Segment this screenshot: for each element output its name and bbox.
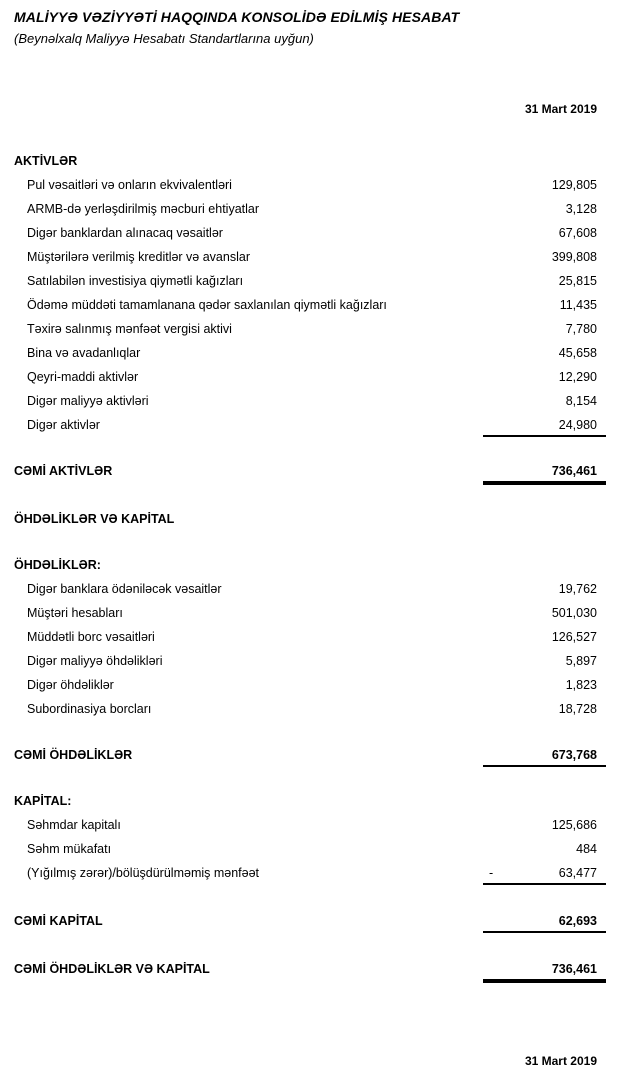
item-label: Təxirə salınmış mənfəət vergisi aktivi bbox=[27, 322, 232, 336]
report-subtitle: (Beynəlxalq Maliyyə Hesabatı Standartlarına uyğun) bbox=[14, 31, 314, 46]
item-label: Digər maliyyə öhdəlikləri bbox=[27, 654, 163, 668]
liability-line-item bbox=[14, 649, 606, 673]
item-value: 484 bbox=[576, 842, 597, 856]
footer-period: 31 Mart 2019 bbox=[524, 1054, 597, 1068]
asset-line-item bbox=[14, 221, 606, 245]
item-value: 399,808 bbox=[551, 250, 597, 264]
asset-line-item bbox=[14, 389, 606, 413]
item-label: Digər banklardan alınacaq vəsaitlər bbox=[27, 226, 223, 240]
item-label: Digər aktivlər bbox=[27, 418, 100, 432]
item-value: 125,686 bbox=[551, 818, 597, 832]
assets-heading: AKTİVLƏR bbox=[14, 154, 78, 168]
item-label: (Yığılmış zərər)/bölüşdürülməmiş mənfəət bbox=[27, 866, 260, 880]
liability-line-item bbox=[14, 577, 606, 601]
item-label: Səhm mükafatı bbox=[27, 842, 112, 856]
asset-line-item bbox=[14, 365, 606, 389]
item-label: Digər öhdəliklər bbox=[27, 678, 114, 692]
equity-heading: KAPİTAL: bbox=[14, 794, 72, 808]
asset-line-item bbox=[14, 245, 606, 269]
item-value: 1,823 bbox=[565, 678, 597, 692]
equity-line-item bbox=[14, 813, 606, 837]
item-value: 126,527 bbox=[551, 630, 597, 644]
total-value: 673,768 bbox=[483, 743, 606, 767]
item-value-group bbox=[483, 861, 606, 885]
liabilities-total-row bbox=[14, 743, 606, 767]
item-label: Subordinasiya borcları bbox=[27, 702, 152, 716]
item-label: Müştəri hesabları bbox=[27, 606, 123, 620]
item-value: 18,728 bbox=[558, 702, 597, 716]
liabilities-heading-row bbox=[14, 553, 606, 577]
total-value: 736,461 bbox=[483, 459, 606, 483]
item-label: Ödəmə müddəti tamamlanana qədər saxlanılan qiymətli kağızları bbox=[27, 298, 387, 312]
item-value: 12,290 bbox=[558, 370, 597, 384]
assets-total-row bbox=[14, 459, 606, 483]
item-label: Bina və avadanlıqlar bbox=[27, 346, 141, 360]
equity-line-item bbox=[14, 861, 606, 885]
item-value: 7,780 bbox=[565, 322, 597, 336]
item-label: Qeyri-maddi aktivlər bbox=[27, 370, 139, 384]
item-label: Satılabilən investisiya qiymətli kağızları bbox=[27, 274, 244, 288]
item-value: 24,980 bbox=[483, 413, 606, 437]
asset-line-item bbox=[14, 269, 606, 293]
assets-heading-row bbox=[14, 149, 606, 173]
liability-line-item bbox=[14, 697, 606, 721]
item-label: Müddətli borc vəsaitləri bbox=[27, 630, 155, 644]
item-label: Pul vəsaitləri və onların ekvivalentləri bbox=[27, 178, 232, 192]
equity-line-item bbox=[14, 837, 606, 861]
asset-line-item bbox=[14, 197, 606, 221]
total-label: CƏMİ AKTİVLƏR bbox=[14, 464, 113, 478]
item-value: 501,030 bbox=[551, 606, 597, 620]
item-value: 5,897 bbox=[565, 654, 597, 668]
liability-line-item bbox=[14, 673, 606, 697]
item-value: 11,435 bbox=[559, 298, 597, 312]
asset-line-item bbox=[14, 317, 606, 341]
liabilities-and-equity-heading-row bbox=[14, 507, 606, 531]
total-label: CƏMİ KAPİTAL bbox=[14, 914, 103, 928]
period-header: 31 Mart 2019 bbox=[524, 102, 597, 116]
asset-line-item bbox=[14, 173, 606, 197]
negative-sign: - bbox=[489, 866, 494, 880]
asset-line-item bbox=[14, 293, 606, 317]
liability-line-item bbox=[14, 601, 606, 625]
grand-total-row bbox=[14, 957, 606, 981]
asset-line-item bbox=[14, 413, 606, 437]
item-label: Digər maliyyə aktivləri bbox=[27, 394, 149, 408]
liabilities-and-equity-heading: ÖHDƏLİKLƏR VƏ KAPİTAL bbox=[14, 512, 175, 526]
liability-line-item bbox=[14, 625, 606, 649]
item-value: 8,154 bbox=[565, 394, 597, 408]
equity-heading-row bbox=[14, 789, 606, 813]
total-label: CƏMİ ÖHDƏLİKLƏR bbox=[14, 748, 133, 762]
asset-line-item bbox=[14, 341, 606, 365]
total-label: CƏMİ ÖHDƏLİKLƏR VƏ KAPİTAL bbox=[14, 962, 210, 976]
item-value: 63,477 bbox=[558, 866, 597, 880]
item-value: 25,815 bbox=[558, 274, 597, 288]
item-value: 19,762 bbox=[558, 582, 597, 596]
item-label: Səhmdar kapitalı bbox=[27, 818, 121, 832]
item-value: 45,658 bbox=[558, 346, 597, 360]
liabilities-heading: ÖHDƏLİKLƏR: bbox=[14, 558, 101, 572]
item-label: ARMB-də yerləşdirilmiş məcburi ehtiyatlar bbox=[27, 202, 260, 216]
total-value: 736,461 bbox=[483, 957, 606, 981]
report-title: MALİYYƏ VƏZİYYƏTİ HAQQINDA KONSOLİDƏ EDİLMİŞ HESABAT bbox=[14, 9, 460, 25]
item-value: 3,128 bbox=[565, 202, 597, 216]
item-value: 129,805 bbox=[551, 178, 597, 192]
item-label: Digər banklara ödəniləcək vəsaitlər bbox=[27, 582, 222, 596]
equity-total-row bbox=[14, 909, 606, 933]
total-value: 62,693 bbox=[483, 909, 606, 933]
item-label: Müştərilərə verilmiş kreditlər və avanslar bbox=[27, 250, 250, 264]
item-value: 67,608 bbox=[558, 226, 597, 240]
